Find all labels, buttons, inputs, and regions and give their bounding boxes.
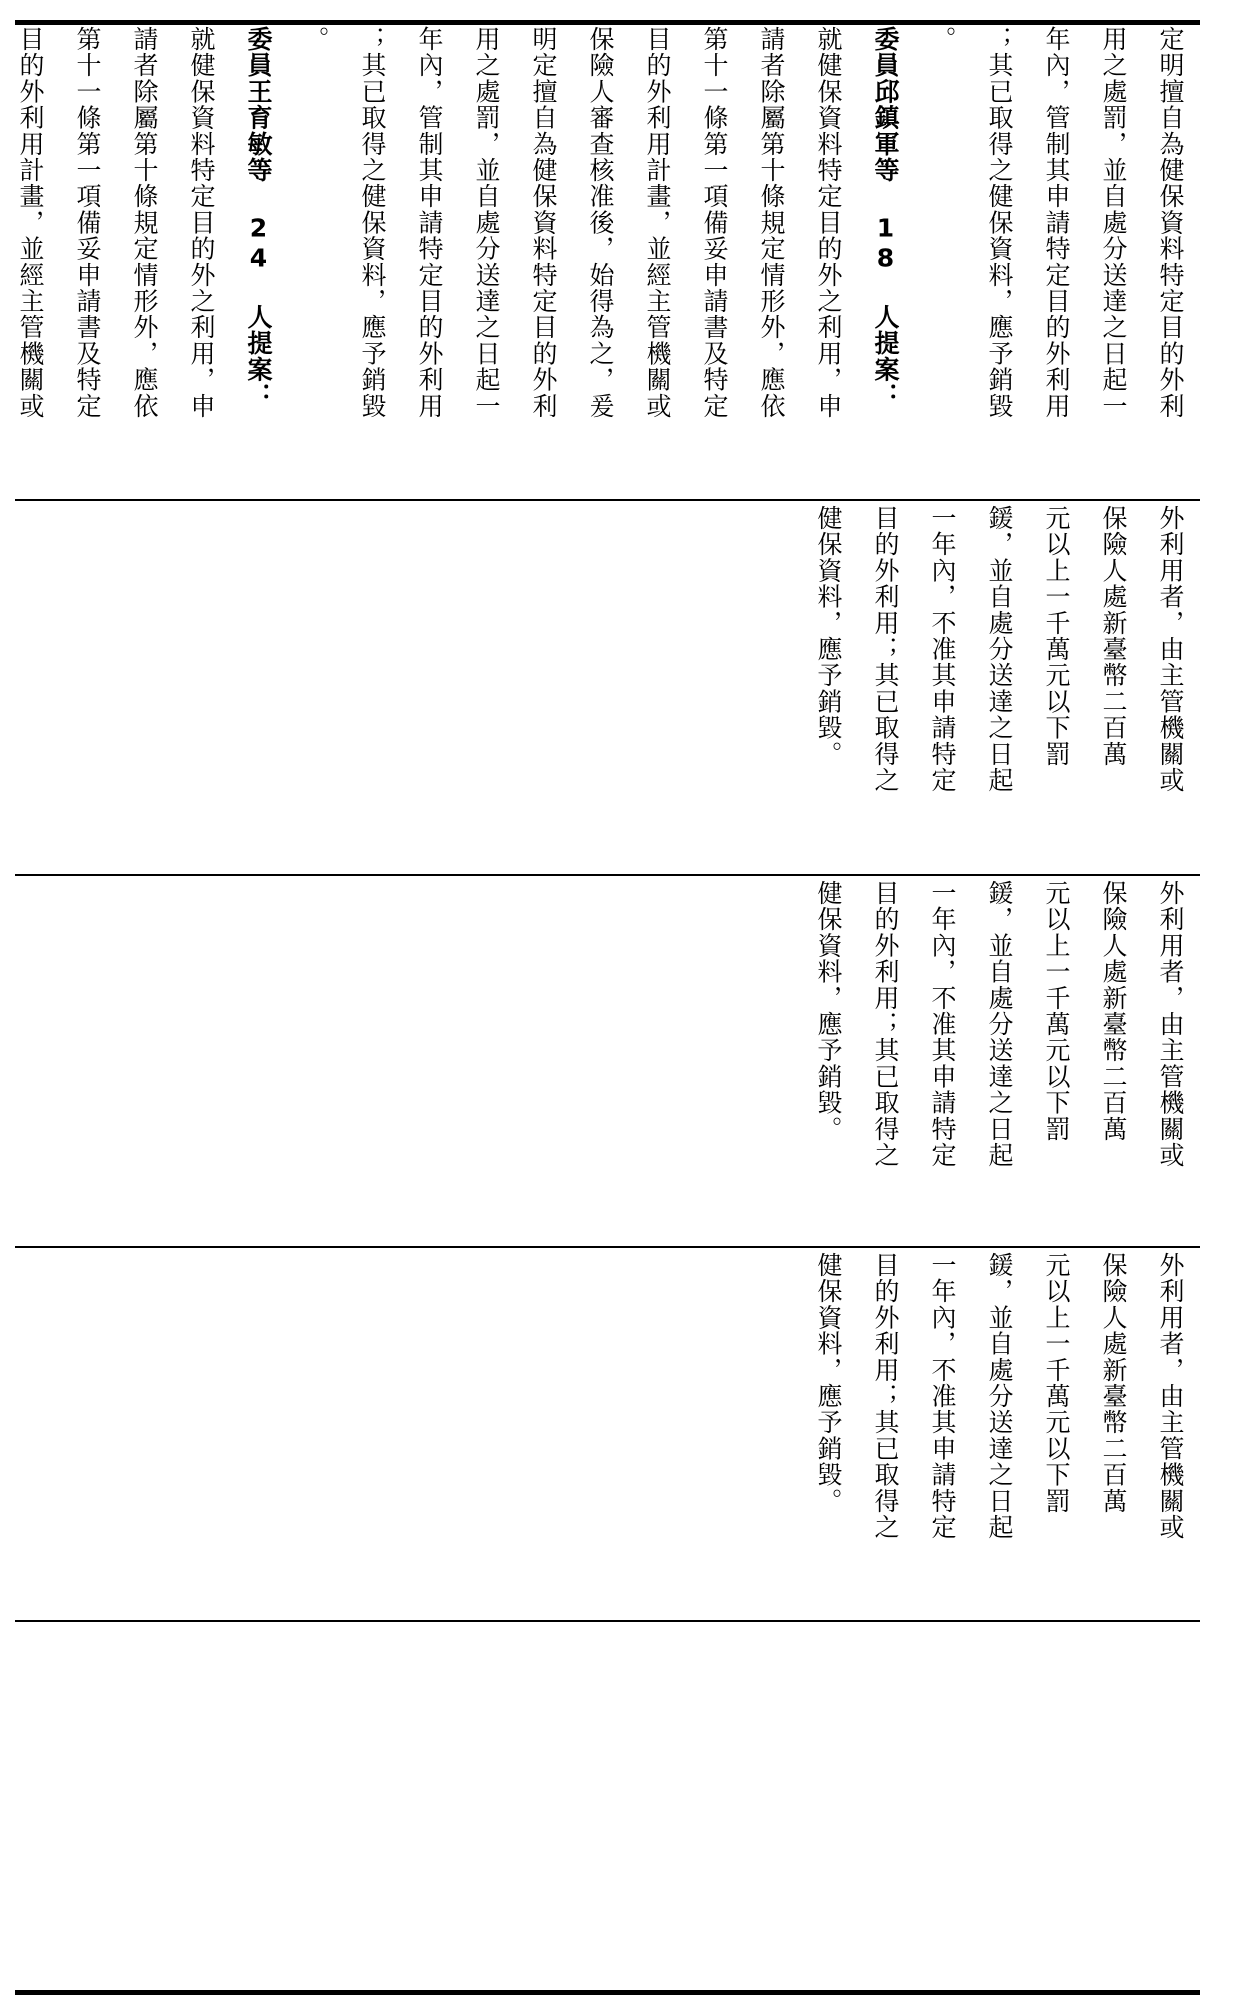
text-line: 保險人處新臺幣二百萬 (1099, 505, 1128, 767)
text-line: 外利用者，由主管機關或 (1156, 880, 1185, 1169)
text-line (0, 26, 2, 496)
article-text-cell (49, 880, 1199, 1242)
text-line: 明定擅自為健保資料特定目的外利 (529, 26, 558, 419)
text-line: 目的外利用；其已取得之 (871, 1252, 900, 1541)
text-line: 目的外利用；其已取得之 (871, 505, 900, 794)
text-line: 一年內，不准其申請特定 (928, 505, 957, 794)
text-line: 。 (301, 26, 330, 53)
text-line: 健保資料，應予銷毀。 (814, 1252, 843, 1514)
text-line: 鍰，並自處分送達之日起 (985, 505, 1014, 794)
text-line: 年內，管制其申請特定目的外利用 (1042, 26, 1071, 419)
text-line: 健保資料，應予銷毀。 (814, 505, 843, 767)
text-line: 目的外利用計畫，並經主管機關或 (16, 26, 45, 419)
text-line: 年內，管制其申請特定目的外利用 (415, 26, 444, 419)
proposal-heading: 委員邱鎮軍等 18 人提案： (871, 26, 900, 409)
article-text-cell (49, 1252, 1199, 1616)
text-line: ；其已取得之健保資料，應予銷毀 (358, 26, 387, 419)
text-line: 元以上一千萬元以下罰 (1042, 880, 1071, 1142)
text-line: 第十一條第一項備妥申請書及特定 (73, 26, 102, 419)
row-divider (15, 874, 1200, 876)
row-divider (15, 1246, 1200, 1248)
text-line: 請者除屬第十條規定情形外，應依 (757, 26, 786, 419)
text-line: 元以上一千萬元以下罰 (1042, 505, 1071, 767)
text-line: 元以上一千萬元以下罰 (1042, 1252, 1071, 1514)
text-line: 一年內，不准其申請特定 (928, 880, 957, 1169)
text-line: 就健保資料特定目的外之利用，申 (187, 26, 216, 419)
text-line: 。 (928, 26, 957, 53)
text-line: 用之處罰，並自處分送達之日起一 (472, 26, 501, 419)
text-line: 定明擅自為健保資料特定目的外利 (1156, 26, 1185, 419)
text-line: 目的外利用計畫，並經主管機關或 (643, 26, 672, 419)
table-bottom-border (15, 1990, 1200, 1995)
text-line: 目的外利用；其已取得之 (871, 880, 900, 1169)
text-line: 保險人處新臺幣二百萬 (1099, 880, 1128, 1142)
explanation-cell (16, 26, 1199, 496)
text-line: 一年內，不准其申請特定 (928, 1252, 957, 1541)
table-top-border (15, 20, 1200, 25)
text-line: 健保資料，應予銷毀。 (814, 880, 843, 1142)
text-line: 就健保資料特定目的外之利用，申 (814, 26, 843, 419)
text-line: 保險人審查核准後，始得為之，爰 (586, 26, 615, 419)
proposal-heading: 委員王育敏等 24 人提案： (244, 26, 273, 409)
row-divider (15, 499, 1200, 501)
row-divider (15, 1620, 1200, 1622)
text-line: 外利用者，由主管機關或 (1156, 505, 1185, 794)
text-line: 鍰，並自處分送達之日起 (985, 880, 1014, 1169)
text-line: 請者除屬第十條規定情形外，應依 (130, 26, 159, 419)
text-line: 外利用者，由主管機關或 (1156, 1252, 1185, 1541)
text-line: 用之處罰，並自處分送達之日起一 (1099, 26, 1128, 419)
text-line: ；其已取得之健保資料，應予銷毀 (985, 26, 1014, 419)
text-line: 保險人處新臺幣二百萬 (1099, 1252, 1128, 1514)
text-line: 鍰，並自處分送達之日起 (985, 1252, 1014, 1541)
text-line: 第十一條第一項備妥申請書及特定 (700, 26, 729, 419)
article-text-cell (49, 505, 1199, 870)
